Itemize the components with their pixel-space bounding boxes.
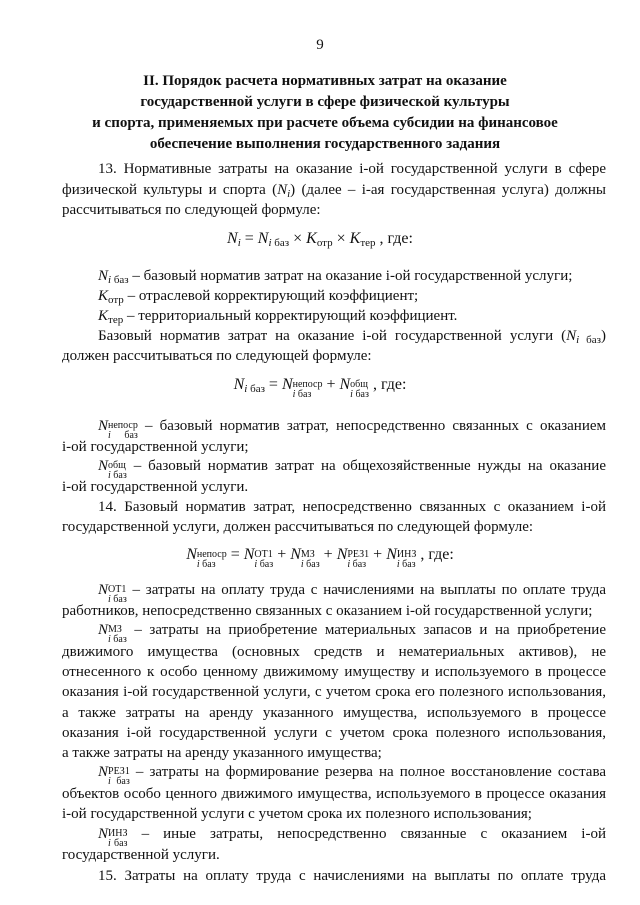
def-mz-line-5: а также затраты на аренду указанного имущества, используемого в процессе [62, 705, 606, 721]
def-ot1-line-2: работников, непосредственно связанных с оказанием i-ой государственной услуги; [62, 603, 593, 619]
def-mz-line-7: а также затраты на аренду указанного имущества; [62, 745, 382, 761]
def-neposr-line-1: N непоср i баз – базовый норматив затрат, непосредственно связанных с оказанием [98, 418, 606, 441]
p15-line-1: 15. Затраты на оплату труда с начислениями на выплаты по оплате труда [98, 868, 606, 884]
def-kter: $K_{тер}$ – территориальный корректирующий коэффициент. [98, 308, 458, 326]
p-base-line-2: должен рассчитываться по следующей формуле: [62, 348, 372, 364]
def-obsh-line-2: i-ой государственной услуги. [62, 479, 249, 495]
def-neposr-line-2: i-ой государственной услуги; [62, 439, 249, 455]
p13-line-1: 13. Нормативные затраты на оказание i-ой государственной услуги в сфере [98, 161, 606, 177]
formula-neposr: N непоср i баз = N ОТ1 i баз + N МЗ i баз + N РЕЗ1 i баз + N ИНЗ i баз , где: [186, 546, 454, 570]
def-mz-line-6: оказания i-ой государственной услуги с учетом срока полезного использования, [62, 725, 606, 741]
formula-nbaz: $N_{i баз} = N$ непоср i баз + N общ i баз , где: [233, 376, 407, 400]
p14-line-2: государственной услуги, должен рассчитываться по следующей формуле: [62, 519, 534, 535]
def-inz-line-2: государственной услуги. [62, 847, 220, 863]
heading-line-1: II. Порядок расчета нормативных затрат на оказание [143, 73, 507, 89]
def-mz-line-4: оказания i-ой государственной услуги, с учетом срока его полезного использования, [62, 684, 606, 700]
def-rez-line-1: N РЕЗ1 i баз – затраты на формирование резерва на полное восстановление состава [98, 764, 607, 787]
def-mz-line-3: отнесенного к особо ценному движимому имуществу и используемого в процессе [62, 664, 606, 680]
section-heading [60, 71, 590, 155]
page-number: 9 [316, 37, 324, 53]
heading-line-4: обеспечение выполнения государственного задания [149, 136, 501, 152]
def-rez-line-3: i-ой государственной услуги с учетом срока их полезного использования; [62, 806, 532, 822]
def-obsh-line-1: N общ i баз – базовый норматив затрат на общехозяйственные нужды на оказание [98, 458, 606, 481]
def-nbaz: $N_{i баз}$ – базовый норматив затрат на оказание i-ой государственной услуги; [98, 268, 573, 286]
def-mz-line-1: N МЗ i баз – затраты на приобретение материальных запасов и на приобретение [98, 622, 606, 645]
def-rez-line-2: объектов особо ценного движимого имущества, используемого в процессе оказания [62, 786, 606, 802]
p13-line-3: рассчитываться по следующей формуле: [62, 202, 321, 218]
p14-line-1: 14. Базовый норматив затрат, непосредственно связанных с оказанием i-ой [98, 499, 606, 515]
heading-line-3: и спорта, применяемых при расчете объема субсидии на финансовое [92, 115, 558, 131]
p-base-line-1: Базовый норматив затрат на оказание i-ой государственной услуги $(N_{i баз})$ [98, 328, 606, 346]
heading-line-2: государственной услуги в сфере физической культуры [140, 94, 510, 110]
def-kotr: $K_{отр}$ – отраслевой корректирующий коэффициент; [98, 288, 419, 306]
p13-line-2: физической культуры и спорта $(N_i)$ (далее – i-ая государственная услуга) должны [62, 182, 607, 200]
def-inz-line-1: N ИНЗ i баз – иные затраты, непосредственно связанные с оказанием i-ой [98, 826, 606, 849]
def-mz-line-2: движимого имущества (основных средств и нематериальных активов), не [62, 644, 606, 660]
def-ot1-line-1: N ОТ1 i баз – затраты на оплату труда с начислениями на выплаты по оплате труда [98, 582, 606, 605]
formula-ni: $N_i = N_{i баз} \times K_{отр} \times K_{тер}$ , где: [227, 230, 413, 249]
